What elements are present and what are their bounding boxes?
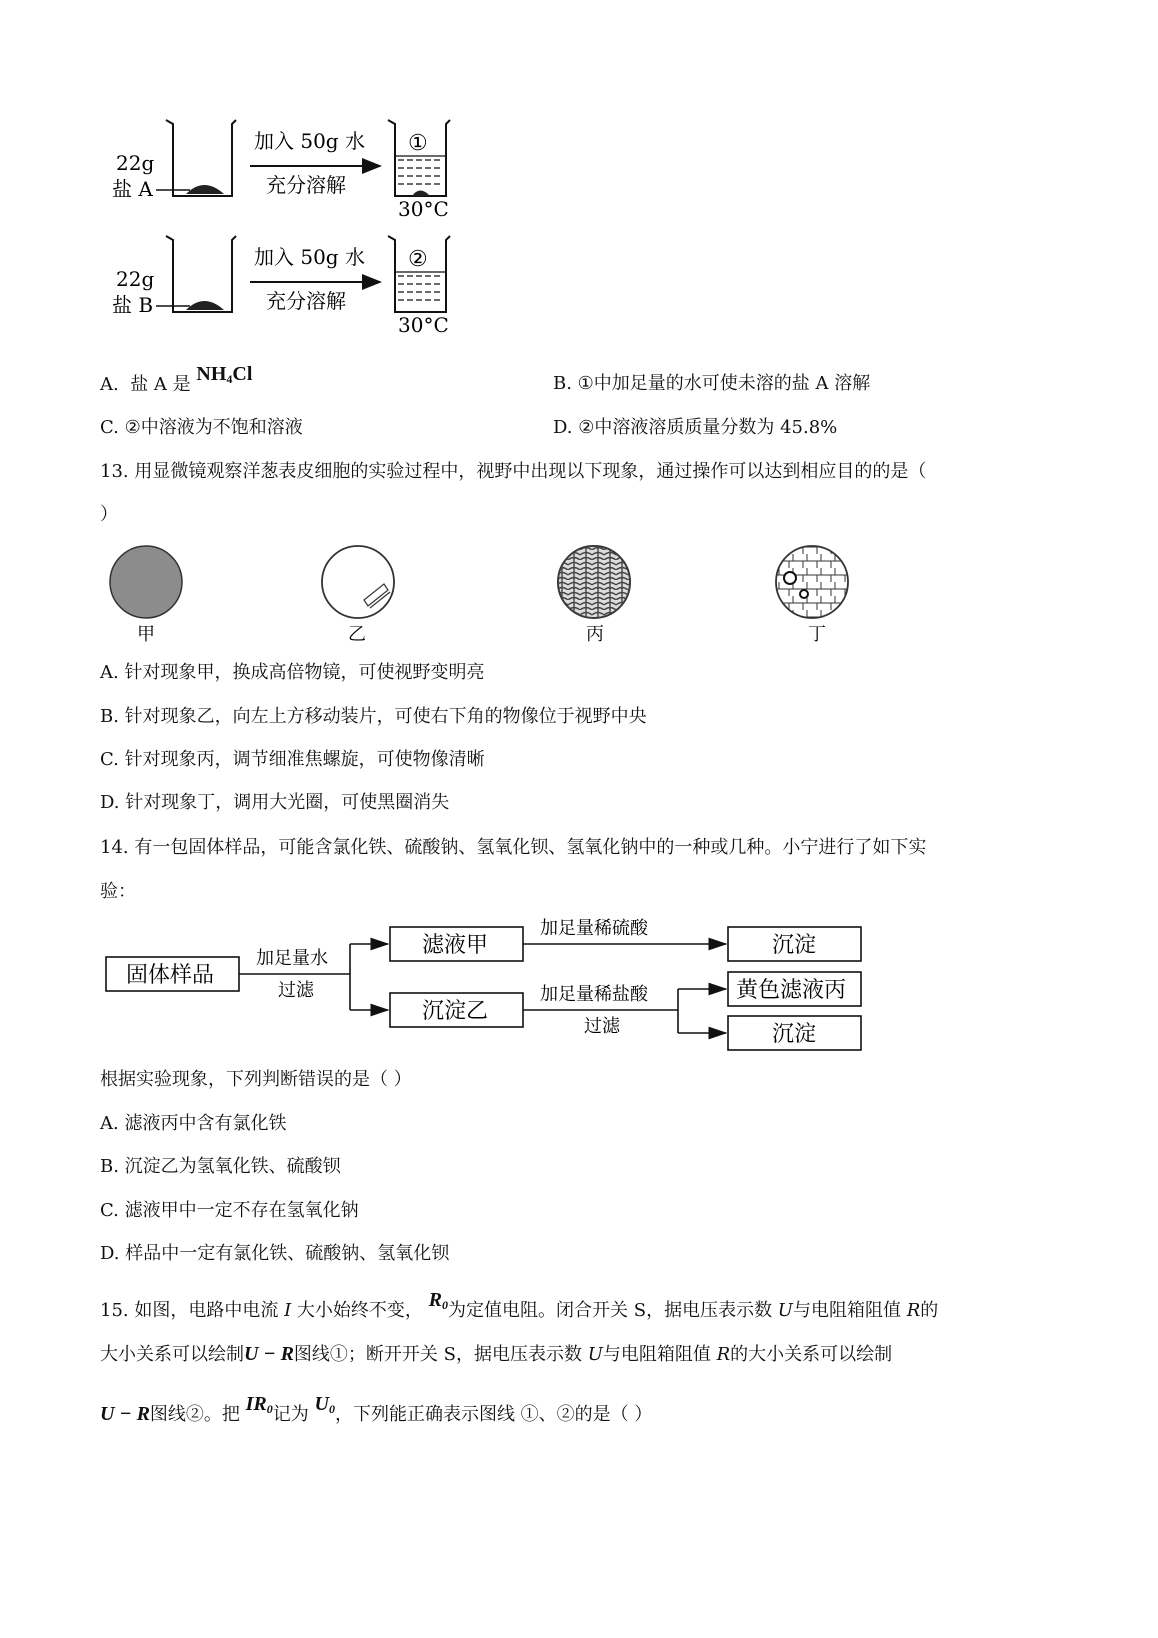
arrow-top-b: 加入 50g 水	[254, 245, 365, 269]
q14-question: 根据实验现象，下列判断错误的是（ ）	[100, 1069, 412, 1090]
q14-option-c: C. 滤液甲中一定不存在氢氧化钠	[100, 1200, 359, 1221]
source-beaker-b	[166, 236, 236, 312]
q13-option-b: B. 针对现象乙，向左上方移动装片，可使右下角的物像位于视野中央	[100, 706, 647, 727]
view-jia	[110, 546, 182, 618]
q13-option-c: C. 针对现象丙，调节细准焦螺旋，可使物像清晰	[100, 749, 485, 770]
q14-stem-line1: 14. 有一包固体样品，可能含氯化铁、硫酸钠、氢氧化钡、氢氧化钠中的一种或几种。小宁进行了如下实	[100, 837, 927, 858]
q14-option-b: B. 沉淀乙为氢氧化铁、硫酸钡	[100, 1156, 341, 1177]
mass-label-a: 22g	[116, 151, 155, 175]
temp-2: 30°C	[398, 313, 449, 337]
flow-sample: 固体样品	[126, 963, 215, 988]
q13-option-d: D. 针对现象丁，调用大光圈，可使黑圈消失	[100, 792, 450, 813]
beaker-mark-2: ②	[408, 247, 428, 272]
q13-stem-line2: ）	[100, 504, 118, 525]
arrow-bottom-a: 充分溶解	[266, 173, 346, 197]
salt-label-b: 盐 B	[112, 293, 154, 317]
q12-option-d: D. ②中溶液溶质质量分数为 45.8%	[553, 417, 838, 438]
q14-stem-line2: 验：	[100, 881, 136, 902]
q13-option-a: A. 针对现象甲，换成高倍物镜，可使视野变明亮	[100, 662, 485, 683]
flow-result-b: 沉淀	[772, 1022, 817, 1047]
label-yi: 乙	[348, 624, 366, 645]
experiment-flowchart	[100, 910, 870, 1055]
flow-step2: 加足量稀硫酸	[540, 918, 648, 939]
flow-filtrate-c: 黄色滤液丙	[736, 978, 847, 1003]
flow-step1-top: 加足量水	[256, 948, 328, 969]
flow-filtrate-a: 滤液甲	[422, 933, 489, 958]
arrow-bottom-b: 充分溶解	[266, 289, 346, 313]
label-jia: 甲	[137, 624, 155, 645]
label-ding: 丁	[808, 624, 826, 645]
flow-step3-bottom: 过滤	[584, 1016, 620, 1037]
beaker-figure	[100, 110, 480, 350]
mass-label-b: 22g	[116, 267, 155, 291]
q12-option-a: A. 盐 A 是 $NH_4Cl$	[100, 363, 253, 395]
u0-symbol: $U_0$	[314, 1393, 335, 1416]
salt-label-a: 盐 A	[112, 177, 153, 201]
beaker-mark-1: ①	[408, 131, 428, 156]
label-bing: 丙	[586, 624, 604, 645]
air-bubble-1	[784, 572, 796, 584]
flow-step3-top: 加足量稀盐酸	[540, 984, 648, 1005]
r0-symbol: $R_0$	[428, 1289, 449, 1312]
flow-step1-bottom: 过滤	[278, 980, 314, 1001]
view-yi	[322, 546, 394, 618]
q14-option-d: D. 样品中一定有氯化铁、硫酸钠、氢氧化钡	[100, 1243, 450, 1264]
nh4cl-formula: $NH_4Cl$	[196, 363, 253, 386]
q13-stem-line1: 13. 用显微镜观察洋葱表皮细胞的实验过程中，视野中出现以下现象，通过操作可以达到相应目的的是（	[100, 461, 927, 482]
flow-precip-b: 沉淀乙	[422, 999, 489, 1024]
microscope-views	[100, 540, 860, 650]
q12-option-b: B. ①中加足量的水可使未溶的盐 A 溶解	[553, 373, 871, 394]
ir0-symbol: $IR_0$	[245, 1393, 273, 1416]
q15-line1: 15. 如图，电路中电流 I 大小始终不变， $R_0$为定值电阻。闭合开关 S，据电压表示数 U与电阻箱阻值 R的	[100, 1289, 939, 1321]
flow-result-a: 沉淀	[772, 933, 817, 958]
undissolved-salt	[412, 191, 430, 197]
arrow-top-a: 加入 50g 水	[254, 129, 365, 153]
ur-symbol-2: U − R	[100, 1403, 150, 1425]
q14-option-a: A. 滤液丙中含有氯化铁	[100, 1113, 287, 1134]
temp-1: 30°C	[398, 197, 449, 221]
air-bubble-2	[800, 590, 808, 598]
q15-line2: 大小关系可以绘制U − R图线①；断开开关 S，据电压表示数 U与电阻箱阻值 R的大小关系可以绘制	[100, 1343, 893, 1365]
salt-pile-b	[186, 301, 224, 310]
q12-option-c: C. ②中溶液为不饱和溶液	[100, 417, 303, 438]
salt-pile-a	[186, 185, 224, 194]
ur-symbol-1: U − R	[244, 1343, 294, 1365]
source-beaker-a	[166, 120, 236, 196]
q15-line3: U − R图线②。把 $IR_0$记为 $U_0$，下列能正确表示图线 ①、②的是（ ）	[100, 1393, 653, 1425]
